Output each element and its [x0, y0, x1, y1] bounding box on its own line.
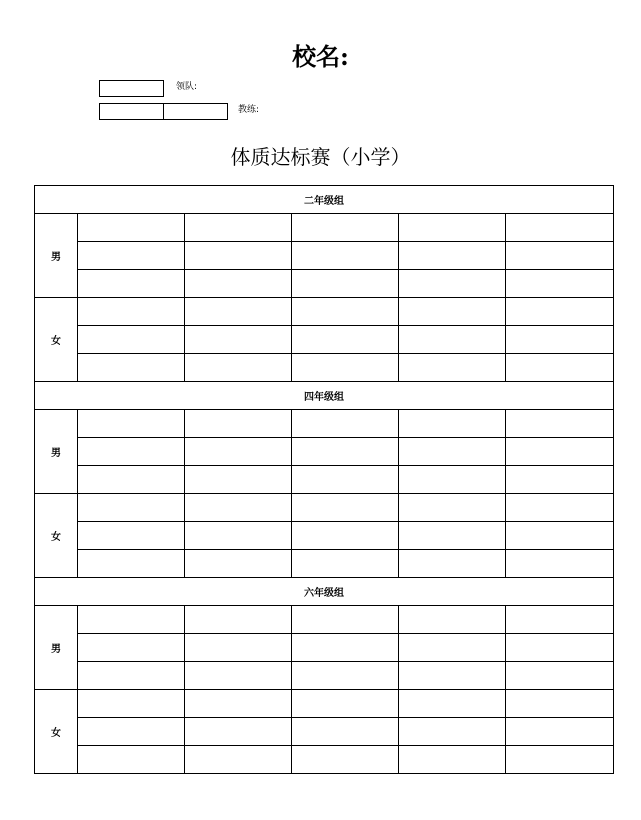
entry-cell[interactable]: [506, 690, 614, 718]
entry-cell[interactable]: [78, 718, 185, 746]
entry-cell[interactable]: [506, 606, 614, 634]
entry-cell[interactable]: [78, 354, 185, 382]
entry-cell[interactable]: [185, 438, 292, 466]
entry-cell[interactable]: [185, 326, 292, 354]
table-row: [35, 298, 614, 326]
entry-cell[interactable]: [185, 466, 292, 494]
table-row: [35, 438, 614, 466]
entry-cell[interactable]: [78, 326, 185, 354]
entry-cell[interactable]: [506, 214, 614, 242]
entry-cell[interactable]: [506, 522, 614, 550]
entry-cell[interactable]: [292, 550, 399, 578]
entry-cell[interactable]: [399, 494, 506, 522]
entry-cell[interactable]: [185, 550, 292, 578]
entry-cell[interactable]: [399, 718, 506, 746]
entry-cell[interactable]: [78, 522, 185, 550]
table-row: [35, 634, 614, 662]
entry-cell[interactable]: [506, 662, 614, 690]
entry-cell[interactable]: [399, 522, 506, 550]
coach-input-box-2[interactable]: [163, 103, 228, 120]
entry-cell[interactable]: [399, 214, 506, 242]
entry-cell[interactable]: [185, 354, 292, 382]
entry-cell[interactable]: [78, 690, 185, 718]
table-row: [35, 354, 614, 382]
entry-cell[interactable]: [185, 270, 292, 298]
entry-cell[interactable]: [292, 690, 399, 718]
table-row: [35, 662, 614, 690]
entry-cell[interactable]: [185, 634, 292, 662]
grade-header-row: [35, 578, 614, 606]
table-row: [35, 270, 614, 298]
table-row: [35, 410, 614, 438]
entry-cell[interactable]: [78, 466, 185, 494]
entry-cell[interactable]: [506, 634, 614, 662]
entry-cell[interactable]: [292, 606, 399, 634]
entry-cell[interactable]: [185, 214, 292, 242]
entry-cell[interactable]: [399, 466, 506, 494]
entry-cell[interactable]: [506, 466, 614, 494]
table-row: [35, 718, 614, 746]
entry-cell[interactable]: [506, 326, 614, 354]
entry-cell[interactable]: [185, 522, 292, 550]
entry-cell[interactable]: [292, 242, 399, 270]
gender-label: 女: [35, 690, 78, 774]
table-row: [35, 550, 614, 578]
entry-cell[interactable]: [78, 438, 185, 466]
entry-cell[interactable]: [399, 662, 506, 690]
gender-label: 男: [35, 214, 78, 298]
entry-cell[interactable]: [185, 494, 292, 522]
entry-cell[interactable]: [185, 242, 292, 270]
entry-cell[interactable]: [78, 298, 185, 326]
entry-cell[interactable]: [506, 438, 614, 466]
entry-cell[interactable]: [399, 354, 506, 382]
entry-cell[interactable]: [185, 690, 292, 718]
table-row: [35, 690, 614, 718]
entry-cell[interactable]: [78, 270, 185, 298]
entry-cell[interactable]: [292, 718, 399, 746]
entry-cell[interactable]: [185, 746, 292, 774]
entry-cell[interactable]: [506, 746, 614, 774]
entry-cell[interactable]: [399, 270, 506, 298]
entry-cell[interactable]: [399, 326, 506, 354]
leader-label: 领队:: [176, 82, 198, 92]
leader-input-box[interactable]: [99, 80, 164, 97]
entry-cell[interactable]: [78, 242, 185, 270]
event-title: 体质达标赛（小学）: [230, 145, 411, 169]
entry-cell[interactable]: [506, 270, 614, 298]
entry-cell[interactable]: [185, 410, 292, 438]
score-table: [34, 185, 614, 774]
table-row: [35, 522, 614, 550]
table-row: [35, 326, 614, 354]
entry-cell[interactable]: [292, 270, 399, 298]
coach-label: 教练:: [238, 105, 260, 115]
entry-cell[interactable]: [292, 438, 399, 466]
grade-header-row: [35, 186, 614, 214]
entry-cell[interactable]: [292, 326, 399, 354]
grade-group-title: 六年级组: [35, 578, 614, 606]
entry-cell[interactable]: [399, 410, 506, 438]
entry-cell[interactable]: [292, 746, 399, 774]
entry-cell[interactable]: [506, 718, 614, 746]
entry-cell[interactable]: [399, 550, 506, 578]
entry-cell[interactable]: [185, 662, 292, 690]
table-row: [35, 606, 614, 634]
entry-cell[interactable]: [292, 354, 399, 382]
entry-cell[interactable]: [506, 410, 614, 438]
table-row: [35, 746, 614, 774]
entry-cell[interactable]: [185, 298, 292, 326]
entry-cell[interactable]: [185, 606, 292, 634]
entry-cell[interactable]: [185, 718, 292, 746]
entry-cell[interactable]: [292, 662, 399, 690]
entry-cell[interactable]: [506, 354, 614, 382]
entry-cell[interactable]: [506, 494, 614, 522]
entry-cell[interactable]: [506, 550, 614, 578]
entry-cell[interactable]: [78, 410, 185, 438]
entry-cell[interactable]: [292, 298, 399, 326]
entry-cell[interactable]: [78, 662, 185, 690]
gender-label: 女: [35, 298, 78, 382]
table-row: [35, 242, 614, 270]
table-row: [35, 466, 614, 494]
school-name-title: 校名:: [292, 42, 349, 71]
entry-cell[interactable]: [78, 494, 185, 522]
entry-cell[interactable]: [78, 550, 185, 578]
table-row: [35, 494, 614, 522]
entry-cell[interactable]: [399, 746, 506, 774]
grade-group-title: 二年级组: [35, 186, 614, 214]
entry-cell[interactable]: [506, 242, 614, 270]
entry-cell[interactable]: [78, 746, 185, 774]
entry-cell[interactable]: [78, 634, 185, 662]
gender-label: 男: [35, 410, 78, 494]
entry-cell[interactable]: [78, 606, 185, 634]
coach-input-box-1[interactable]: [99, 103, 164, 120]
grade-group-title: 四年级组: [35, 382, 614, 410]
entry-cell[interactable]: [292, 410, 399, 438]
entry-cell[interactable]: [78, 214, 185, 242]
entry-cell[interactable]: [292, 634, 399, 662]
entry-cell[interactable]: [506, 298, 614, 326]
entry-cell[interactable]: [399, 634, 506, 662]
gender-label: 女: [35, 494, 78, 578]
grade-header-row: [35, 382, 614, 410]
gender-label: 男: [35, 606, 78, 690]
table-row: [35, 214, 614, 242]
entry-cell[interactable]: [292, 466, 399, 494]
entry-cell[interactable]: [399, 298, 506, 326]
entry-cell[interactable]: [399, 438, 506, 466]
entry-cell[interactable]: [292, 494, 399, 522]
entry-cell[interactable]: [399, 690, 506, 718]
entry-cell[interactable]: [292, 214, 399, 242]
entry-cell[interactable]: [292, 522, 399, 550]
entry-cell[interactable]: [399, 606, 506, 634]
entry-cell[interactable]: [399, 242, 506, 270]
